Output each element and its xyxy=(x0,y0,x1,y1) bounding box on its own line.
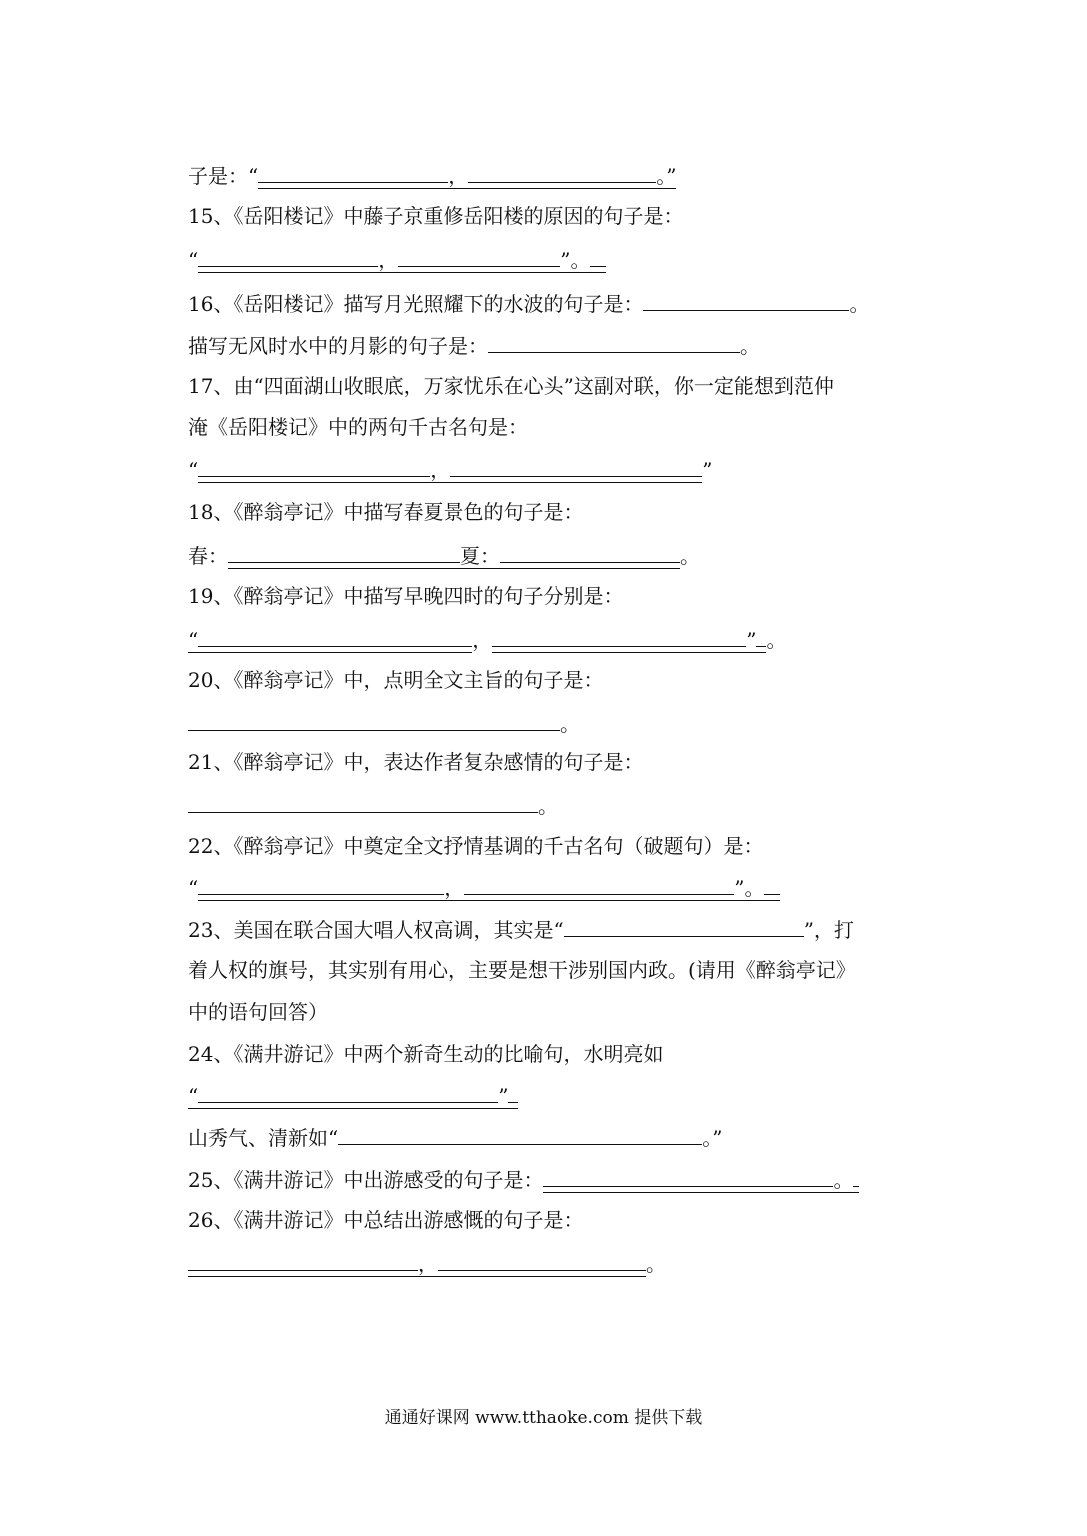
question-text: 25、《满井游记》中出游感受的句子是： xyxy=(188,1168,544,1192)
punctuation: ， xyxy=(448,164,469,188)
question-26: 26、《满井游记》中总结出游感慨的句子是： xyxy=(188,1208,584,1232)
answer-blank[interactable] xyxy=(188,1248,418,1271)
close-quote: ” xyxy=(498,1084,509,1108)
answer-blank-group[interactable] xyxy=(198,248,606,273)
punctuation: 。 xyxy=(538,794,558,818)
question-24c xyxy=(188,1122,722,1152)
answer-blank[interactable] xyxy=(198,244,378,267)
punctuation: 。 xyxy=(766,628,787,652)
answer-line-26 xyxy=(188,1248,666,1278)
open-quote: “ xyxy=(188,876,199,900)
question-23c: 中的语句回答） xyxy=(188,1000,328,1024)
question-23b: 着人权的旗号，其实别有用心，主要是想干涉别国内政。(请用《醉翁亭记》 xyxy=(188,958,856,982)
punctuation: 。” xyxy=(702,1126,723,1150)
line-text: 子是：“ xyxy=(188,164,259,188)
open-quote: “ xyxy=(188,1084,199,1108)
punctuation: ” xyxy=(702,458,713,482)
answer-blank[interactable] xyxy=(198,872,444,895)
question-24a: 24、《满井游记》中两个新奇生动的比喻句，水明亮如 xyxy=(188,1042,664,1066)
punctuation: 。 xyxy=(680,544,700,568)
open-quote: “ xyxy=(188,458,199,482)
answer-blank[interactable] xyxy=(488,330,740,353)
answer-blank[interactable] xyxy=(188,790,538,813)
answer-blank-group[interactable] xyxy=(228,544,680,569)
answer-blank[interactable] xyxy=(590,244,606,267)
question-text: 山秀气、清新如“ xyxy=(188,1126,339,1150)
answer-blank-group[interactable] xyxy=(188,628,472,653)
punctuation: ， xyxy=(378,248,399,272)
punctuation: ” xyxy=(746,628,757,652)
answer-blank[interactable] xyxy=(853,1164,859,1187)
answer-line-21 xyxy=(188,790,558,820)
answer-line-17 xyxy=(188,454,712,484)
answer-line-18 xyxy=(188,540,700,570)
answer-line-20 xyxy=(188,708,580,738)
answer-blank-group[interactable] xyxy=(492,628,766,653)
question-20: 20、《醉翁亭记》中，点明全文主旨的句子是： xyxy=(188,668,604,692)
punctuation: ， xyxy=(472,628,493,652)
punctuation: ， xyxy=(418,1252,438,1276)
answer-blank[interactable] xyxy=(468,160,656,183)
question-18: 18、《醉翁亭记》中描写春夏景色的句子是： xyxy=(188,500,584,524)
answer-blank[interactable] xyxy=(464,872,734,895)
answer-line-22 xyxy=(188,872,780,902)
answer-blank[interactable] xyxy=(198,454,430,477)
answer-blank-group[interactable] xyxy=(198,876,780,901)
answer-blank[interactable] xyxy=(338,1122,702,1145)
spring-answer-blank[interactable] xyxy=(228,540,460,563)
answer-blank[interactable] xyxy=(543,1164,833,1187)
punctuation: ， xyxy=(444,876,465,900)
open-quote: “ xyxy=(188,628,199,652)
question-text: 描写无风时水中的月影的句子是： xyxy=(188,334,488,358)
question-16a xyxy=(188,288,869,318)
punctuation: ， xyxy=(430,458,451,482)
question-17a: 17、由“四面湖山收眼底，万家忧乐在心头”这副对联，你一定能想到范仲 xyxy=(188,374,834,398)
answer-line-15 xyxy=(188,244,606,274)
answer-blank[interactable] xyxy=(508,1080,518,1103)
answer-blank[interactable] xyxy=(258,160,448,183)
answer-blank[interactable] xyxy=(198,624,472,647)
punctuation: 。 xyxy=(740,334,760,358)
spring-label: 春： xyxy=(188,544,228,568)
answer-blank[interactable] xyxy=(492,624,746,647)
answer-blank[interactable] xyxy=(643,288,849,311)
answer-line-14-cont xyxy=(188,160,676,190)
summer-answer-blank[interactable] xyxy=(500,540,680,563)
answer-blank-group[interactable] xyxy=(188,1084,518,1109)
answer-blank[interactable] xyxy=(450,454,702,477)
question-16b xyxy=(188,330,760,360)
question-22: 22、《醉翁亭记》中奠定全文抒情基调的千古名句（破题句）是： xyxy=(188,834,764,858)
answer-blank[interactable] xyxy=(764,872,780,895)
answer-blank[interactable] xyxy=(198,1080,498,1103)
answer-line-19 xyxy=(188,624,786,654)
open-quote: “ xyxy=(188,248,199,272)
answer-blank[interactable] xyxy=(438,1248,646,1271)
question-text: 23、美国在联合国大唱人权高调，其实是“ xyxy=(188,918,564,942)
punctuation: ”。 xyxy=(560,248,591,272)
question-15: 15、《岳阳楼记》中藤子京重修岳阳楼的原因的句子是： xyxy=(188,204,684,228)
question-text: ”，打 xyxy=(803,918,854,942)
question-21: 21、《醉翁亭记》中，表达作者复杂感情的句子是： xyxy=(188,750,644,774)
answer-blank-group[interactable] xyxy=(198,458,702,483)
answer-line-24a xyxy=(188,1080,518,1110)
question-23a xyxy=(188,914,854,944)
question-19: 19、《醉翁亭记》中描写早晚四时的句子分别是： xyxy=(188,584,624,608)
punctuation: 。 xyxy=(833,1168,854,1192)
answer-blank-group[interactable] xyxy=(188,1252,646,1277)
question-17b: 淹《岳阳楼记》中的两句千古名句是： xyxy=(188,415,528,439)
summer-label: 夏： xyxy=(460,544,500,568)
question-text: 16、《岳阳楼记》描写月光照耀下的水波的句子是： xyxy=(188,292,644,316)
punctuation: 。 xyxy=(646,1252,666,1276)
answer-blank[interactable] xyxy=(188,708,560,731)
punctuation: 。 xyxy=(849,292,870,316)
answer-blank-group[interactable] xyxy=(258,164,676,189)
punctuation: ”。 xyxy=(734,876,765,900)
punctuation: 。 xyxy=(560,712,580,736)
punctuation: 。” xyxy=(656,164,677,188)
question-25 xyxy=(188,1164,859,1194)
answer-blank[interactable] xyxy=(564,914,804,937)
answer-blank-group[interactable] xyxy=(543,1168,859,1193)
answer-blank[interactable] xyxy=(398,244,560,267)
answer-blank[interactable] xyxy=(756,624,766,647)
page-footer: 通通好课网 www.tthaoke.com 提供下载 xyxy=(384,1408,703,1428)
